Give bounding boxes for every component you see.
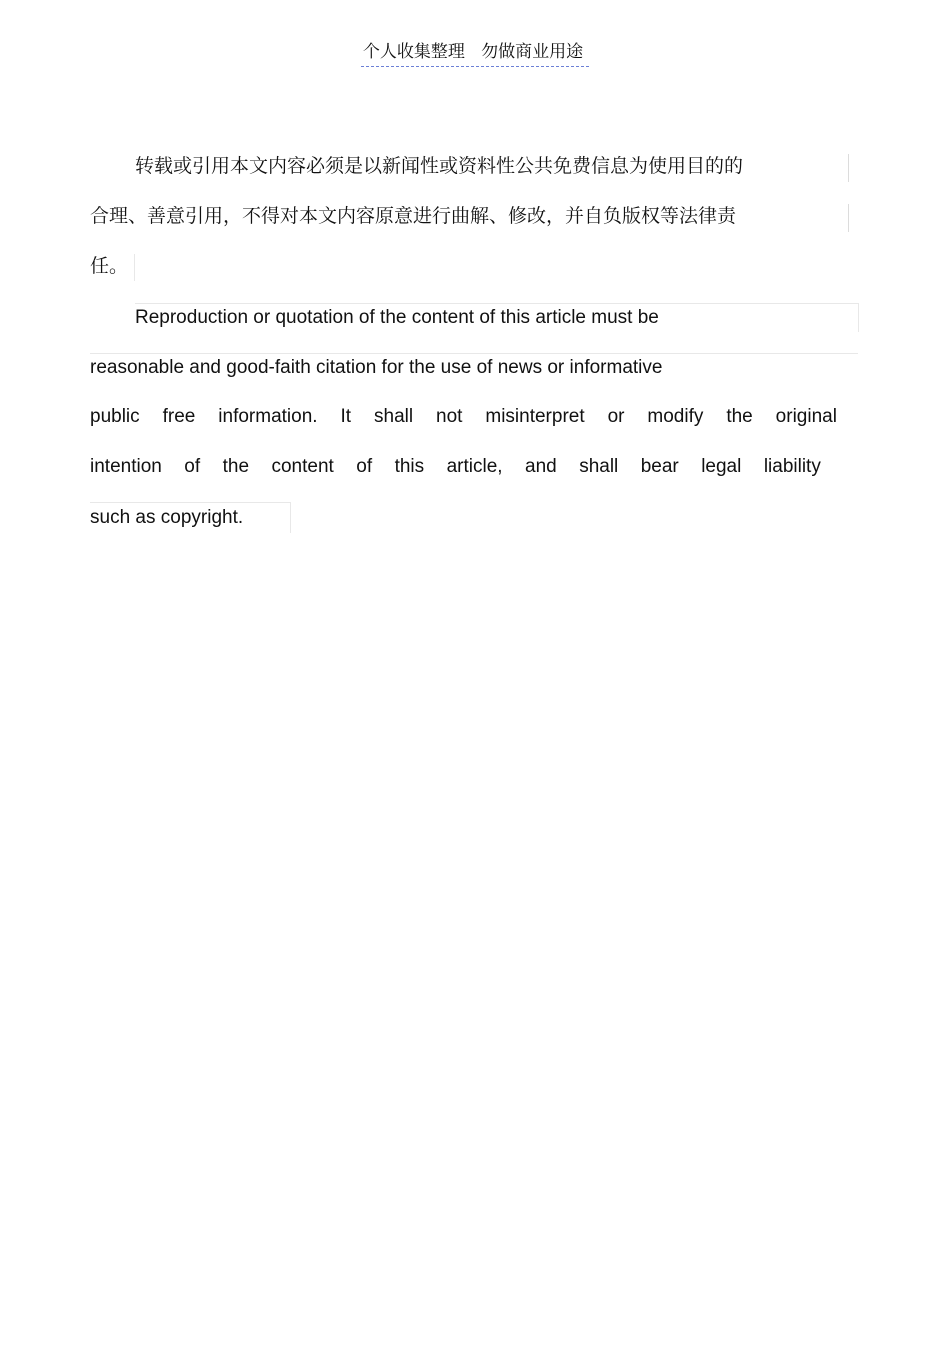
header-text: 个人收集整理 勿做商业用途 [361, 40, 589, 67]
cn-line-2: 合理、善意引用，不得对本文内容原意进行曲解、修改，并自负版权等法律责 [90, 205, 737, 227]
word: of [356, 456, 373, 477]
word: free [162, 406, 196, 427]
word: It [340, 406, 352, 427]
word: liability [763, 456, 821, 477]
word: this [394, 456, 425, 477]
cn-line-1: 转载或引用本文内容必须是以新闻性或资料性公共免费信息为使用目的的 [135, 155, 744, 177]
word: modify [647, 406, 704, 427]
frame-rule [848, 204, 849, 232]
word: and [525, 456, 557, 477]
cn-line-3: 任。 [90, 255, 129, 277]
word: of [184, 456, 201, 477]
en-line-3 [90, 403, 837, 431]
word: original [775, 406, 837, 427]
word: shall [374, 406, 414, 427]
frame-rule [848, 154, 849, 182]
word: shall [579, 456, 619, 477]
en-line-5: such as copyright. [90, 507, 244, 528]
word: or [607, 406, 625, 427]
word: legal [701, 456, 742, 477]
word: the [222, 456, 250, 477]
word: not [436, 406, 463, 427]
word: information. [218, 406, 318, 427]
en-line-4 [90, 453, 821, 481]
word: bear [640, 456, 679, 477]
word: public [90, 406, 140, 427]
word: article, [446, 456, 503, 477]
word: the [726, 406, 753, 427]
word: content [271, 456, 334, 477]
en-line-1: Reproduction or quotation of the content of this article must be [135, 307, 659, 328]
word: intention [90, 456, 162, 477]
page-header [0, 40, 950, 67]
en-line-2: reasonable and good-faith citation for the use of news or informative [90, 357, 663, 378]
word: misinterpret [485, 406, 585, 427]
